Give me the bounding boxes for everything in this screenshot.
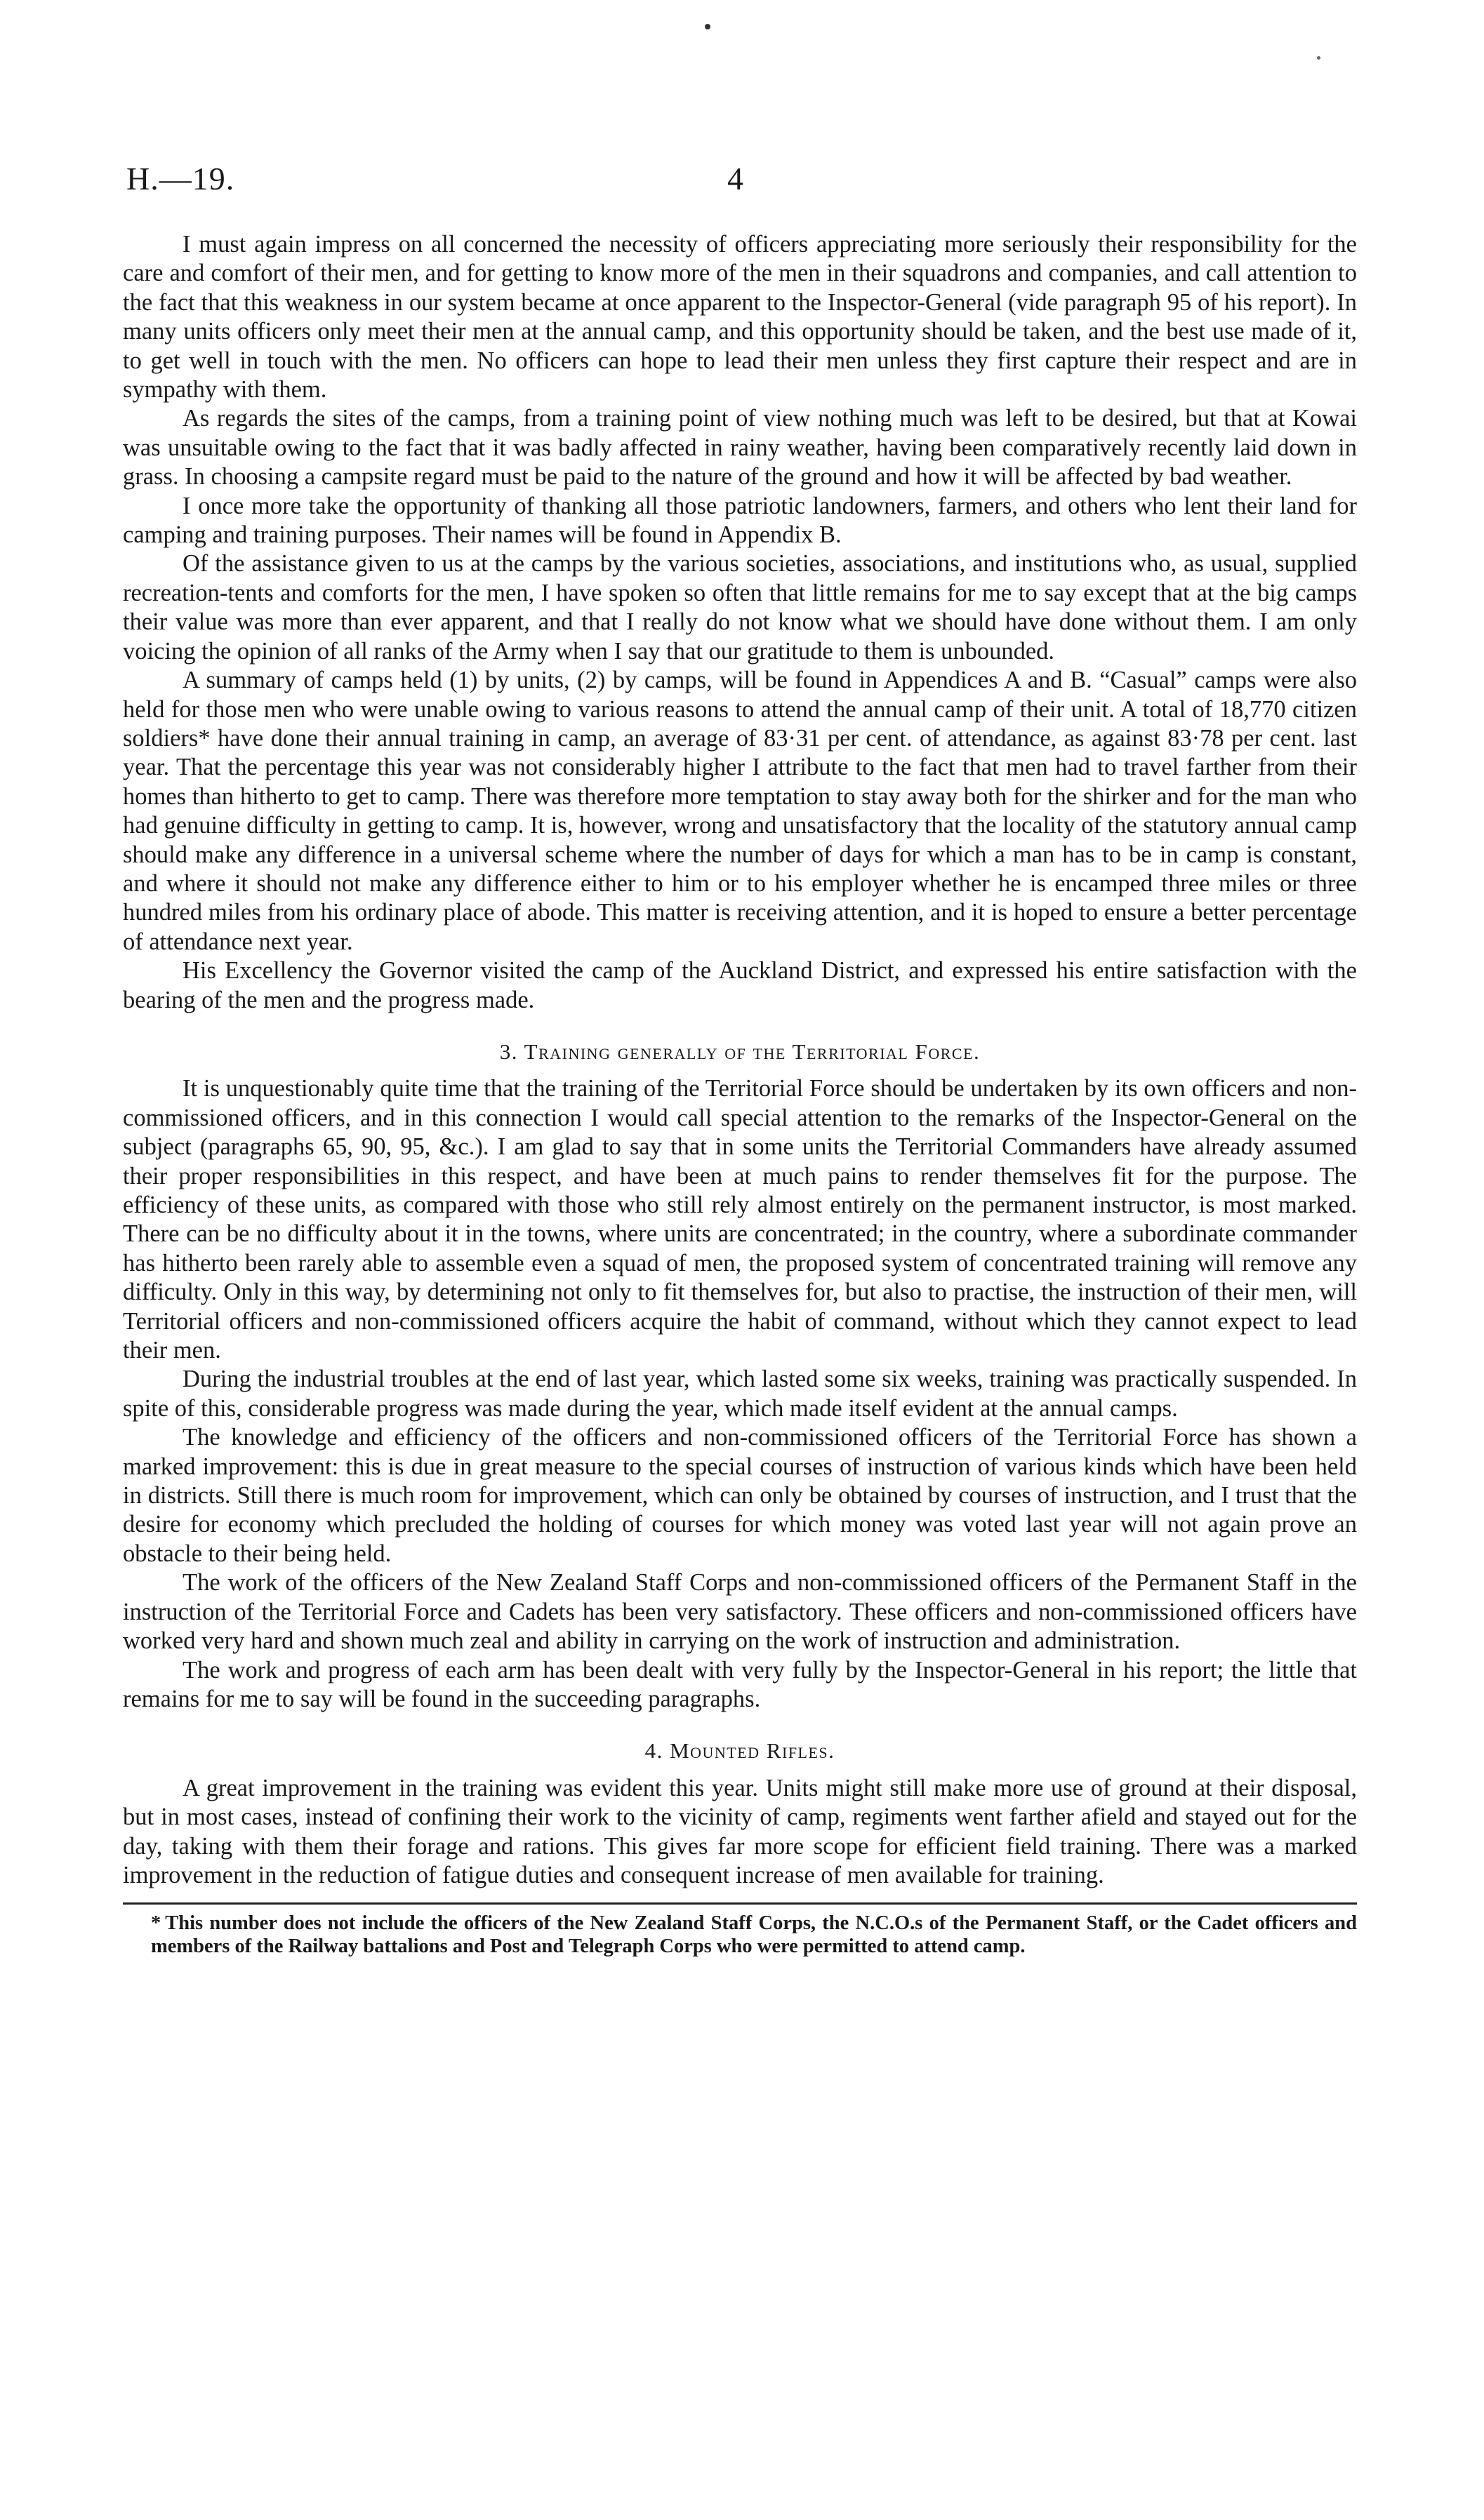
paragraph: As regards the sites of the camps, from a training point of view nothing much was left to be desired, but that at Kowai was unsuitable owing to the fact that it was badly affected in rainy weather, having been comparatively recently laid down in grass. In choosing a campsite regard must be paid to the nature of the ground and how it will be affected by bad weather.	[123, 405, 1357, 491]
footnote-divider	[123, 1902, 1357, 1905]
paragraph: During the industrial troubles at the end of last year, which lasted some six weeks, training was practically suspended. In spite of this, considerable progress was made during the year, which made itself evident at the annual camps.	[123, 1366, 1357, 1422]
scan-speck	[705, 24, 710, 29]
paragraph: It is unquestionably quite time that the training of the Territorial Force should be undertaken by its own officers and non-commissioned officers, and in this connection I would call special attention to the remarks of the Inspector-General on the subject (paragraphs 65, 90, 95, &c.). I am glad to say that in some units the Territorial Commanders have already assumed their proper responsibilities in this respect, and have been at much pains to render themselves fit for the purpose. The efficiency of these units, as compared with those who still rely almost entirely on the permanent instructor, is most marked. There can be no difficulty about it in the towns, where units are concentrated; in the country, where a subordinate commander has hitherto been rarely able to assemble even a squad of men, the proposed system of concentrated training will remove any difficulty. Only in this way, by determining not only to fit themselves for, but also to practise, the instruction of their men, will Territorial officers and non-commissioned officers acquire the habit of command, without which they cannot expect to lead their men.	[123, 1075, 1357, 1364]
page-number: 4	[727, 161, 743, 196]
paragraph: Of the assistance given to us at the camps by the various societies, associations, and institutions who, as usual, supplied recreation-tents and comforts for the men, I have spoken so often that little remains for me to say except that at the big camps their value was more than ever apparent, and that I really do not know what we should have done without them. I am only voicing the opinion of all ranks of the Army when I say that our gratitude to them is unbounded.	[123, 550, 1357, 665]
paragraph: I once more take the opportunity of thanking all those patriotic landowners, farmers, and others who lent their land for camping and training purposes. Their names will be found in Appendix B.	[123, 492, 1357, 549]
footnote-text: This number does not include the officers of the New Zealand Staff Corps, the N.C.O.s of the Permanent Staff, or the Cadet officers and members of the Railway battalions and Post and Telegraph Corps who were permitted to attend camp.	[151, 1912, 1357, 1958]
paragraph: His Excellency the Governor visited the camp of the Auckland District, and expressed his entire satisfaction with the bearing of the men and the progress made.	[123, 957, 1357, 1013]
page-header	[126, 160, 1362, 202]
footnote	[123, 1912, 1357, 1958]
scan-speck	[1317, 56, 1320, 60]
document-id: H.—19.	[126, 161, 235, 196]
section-heading-training: 3. Training generally of the Territorial Force.	[499, 1039, 981, 1064]
paragraph: The work and progress of each arm has been dealt with very fully by the Inspector-General in his report; the little that remains for me to say will be found in the succeeding paragraphs.	[123, 1656, 1357, 1712]
paragraph: I must again impress on all concerned the necessity of officers appreciating more seriously their responsibility for the care and comfort of their men, and for getting to know more of the men in their squadrons and companies, and call attention to the fact that this weakness in our system became at once apparent to the Inspector-General (vide paragraph 95 of his report). In many units officers only meet their men at the annual camp, and this opportunity should be taken, and the best use made of it, to get well in touch with the men. No officers can hope to lead their men unless they first capture their respect and are in sympathy with them.	[123, 231, 1357, 404]
paragraph: A summary of camps held (1) by units, (2) by camps, will be found in Appendices A and B. “Casual” camps were also held for those men who were unable owing to various reasons to attend the annual camp of their unit. A total of 18,770 citizen soldiers* have done their annual training in camp, an average of 83·31 per cent. of attendance, as against 83·78 per cent. last year. That the percentage this year was not considerably higher I attribute to the fact that men had to travel farther from their homes than hitherto to get to camp. There was therefore more temptation to stay away both for the shirker and for the man who had genuine difficulty in getting to camp. It is, however, wrong and unsatisfactory that the locality of the statutory annual camp should make any difference in a universal scheme where the number of days for which a man has to be in camp is constant, and where it should not make any difference either to him or to his employer whether he is encamped three miles or three hundred miles from his ordinary place of abode. This matter is receiving attention, and it is hoped to ensure a better percentage of attendance next year.	[123, 667, 1357, 955]
paragraph: A great improvement in the training was evident this year. Units might still make more use of ground at their disposal, but in most cases, instead of confining their work to the vicinity of camp, regiments went farther afield and stayed out for the day, taking with them their forage and rations. This gives far more scope for efficient field training. There was a marked improvement in the reduction of fatigue duties and consequent increase of men available for training.	[123, 1774, 1357, 1888]
paragraph: The knowledge and efficiency of the officers and non-commissioned officers of the Territorial Force has shown a marked improvement: this is due in great measure to the special courses of instruction of various kinds which have been held in districts. Still there is much room for improvement, which can only be obtained by courses of instruction, and I trust that the desire for economy which precluded the holding of courses for which money was voted last year will not again prove an obstacle to their being held.	[123, 1424, 1357, 1567]
footnote-mark: *	[151, 1912, 161, 1935]
page-body	[123, 230, 1357, 1958]
paragraph: The work of the officers of the New Zealand Staff Corps and non-commissioned officers of the Permanent Staff in the instruction of the Territorial Force and Cadets has been very satisfactory. These officers and non-commissioned officers have worked very hard and shown much zeal and ability in carrying on the work of instruction and administration.	[123, 1569, 1357, 1655]
section-heading-mounted-rifles: 4. Mounted Rifles.	[644, 1738, 835, 1764]
